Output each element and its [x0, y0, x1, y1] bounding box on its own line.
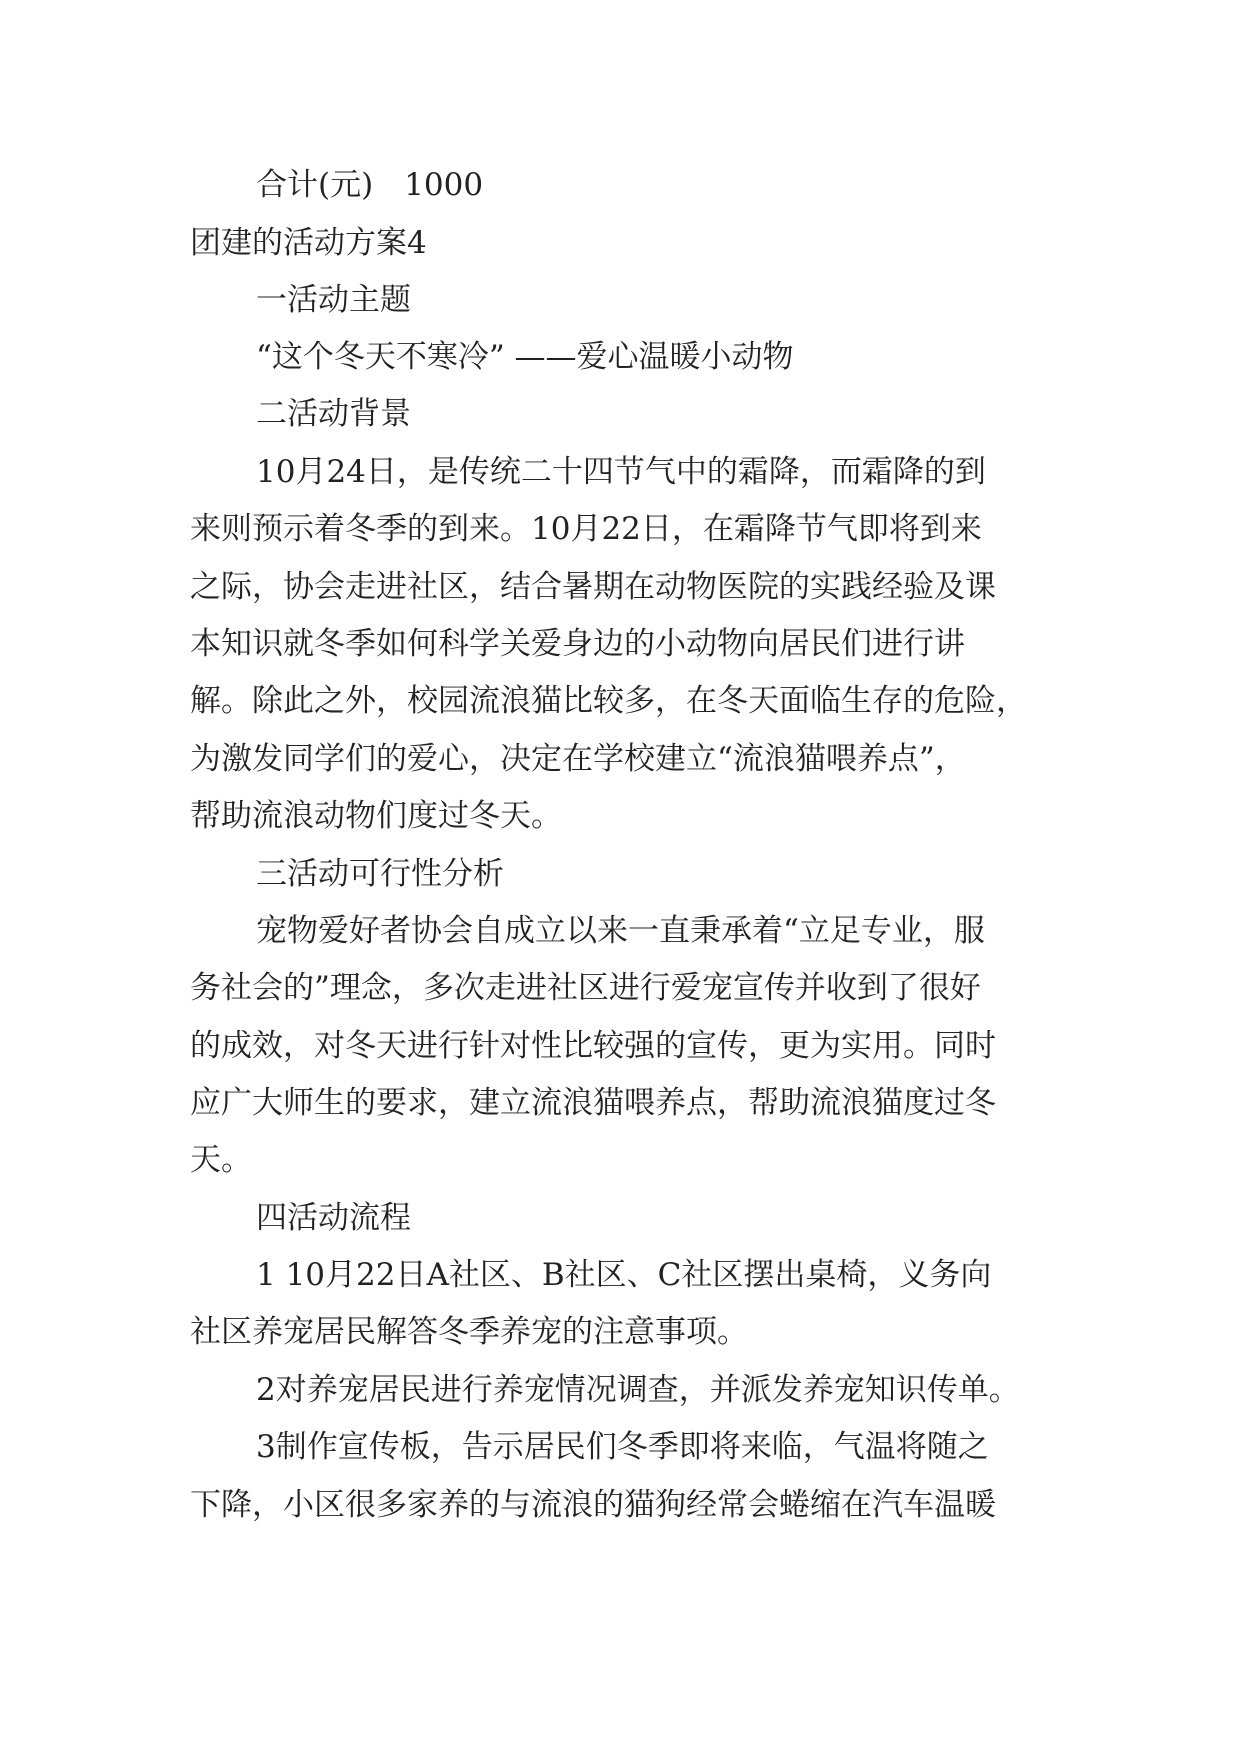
heading-background: 二活动背景	[256, 396, 411, 432]
paragraph-line: 本知识就冬季如何科学关爱身边的小动物向居民们进行讲	[190, 626, 965, 662]
paragraph-line: 之际，协会走进社区，结合暑期在动物医院的实践经验及课	[190, 569, 996, 605]
theme-text: “这个冬天不寒冷” ——爱心温暖小动物	[256, 339, 794, 375]
paragraph-line: 2对养宠居民进行养宠情况调查，并派发养宠知识传单。	[256, 1372, 1020, 1408]
paragraph-line: 天。	[190, 1142, 252, 1178]
paragraph-line: 的成效，对冬天进行针对性比较强的宣传，更为实用。同时	[190, 1028, 996, 1064]
heading-process: 四活动流程	[256, 1200, 411, 1236]
paragraph-line: 10月24日，是传统二十四节气中的霜降，而霜降的到	[256, 454, 986, 490]
section-title: 团建的活动方案4	[190, 225, 427, 261]
heading-theme: 一活动主题	[256, 282, 411, 318]
paragraph-line: 解。除此之外，校园流浪猫比较多，在冬天面临生存的危险，	[190, 683, 1027, 719]
paragraph-line: 帮助流浪动物们度过冬天。	[190, 798, 562, 834]
paragraph-line: 应广大师生的要求，建立流浪猫喂养点，帮助流浪猫度过冬	[190, 1085, 996, 1121]
paragraph-line: 社区养宠居民解答冬季养宠的注意事项。	[190, 1314, 748, 1350]
paragraph-line: 为激发同学们的爱心，决定在学校建立“流浪猫喂养点”，	[190, 741, 966, 777]
total-line: 合计(元) 1000	[256, 167, 484, 203]
paragraph-line: 1 10月22日A社区、B社区、C社区摆出桌椅，义务向	[256, 1257, 992, 1293]
paragraph-line: 宠物爱好者协会自成立以来一直秉承着“立足专业，服	[256, 913, 985, 949]
paragraph-line: 务社会的”理念，多次走进社区进行爱宠宣传并收到了很好	[190, 970, 981, 1006]
paragraph-line: 来则预示着冬季的到来。10月22日，在霜降节气即将到来	[190, 511, 982, 547]
paragraph-line: 下降，小区很多家养的与流浪的猫狗经常会蜷缩在汽车温暖	[190, 1487, 996, 1523]
paragraph-line: 3制作宣传板，告示居民们冬季即将来临，气温将随之	[256, 1429, 989, 1465]
heading-feasibility: 三活动可行性分析	[256, 856, 504, 892]
